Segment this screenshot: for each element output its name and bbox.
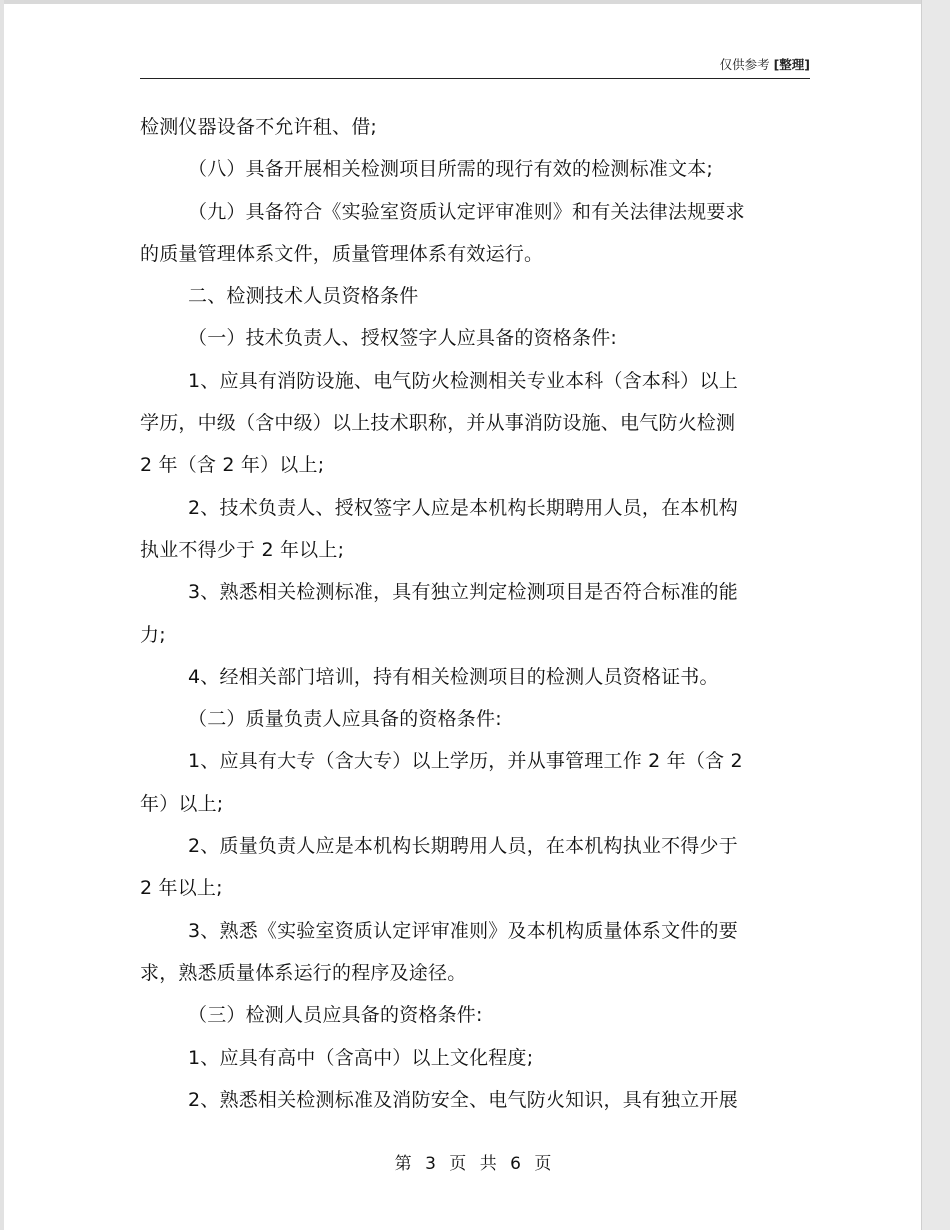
- paragraph-line: 2、质量负责人应是本机构长期聘用人员，在本机构执业不得少于: [188, 835, 738, 858]
- subsection-heading: （一）技术负责人、授权签字人应具备的资格条件:: [188, 327, 618, 350]
- paragraph-line: 1、应具有大专（含大专）以上学历，并从事管理工作 2 年（含 2: [188, 750, 743, 773]
- paragraph-line: 2、技术负责人、授权签字人应是本机构长期聘用人员，在本机构: [188, 496, 738, 519]
- page-footer: [0, 1152, 950, 1176]
- paragraph-line: 年）以上;: [140, 792, 224, 815]
- paragraph-line: 2 年（含 2 年）以上;: [140, 454, 325, 477]
- subsection-heading: （二）质量负责人应具备的资格条件:: [188, 708, 502, 731]
- section-heading: 二、检测技术人员资格条件: [188, 285, 419, 308]
- paragraph-line: 力;: [140, 623, 166, 646]
- paragraph-line: 1、应具有消防设施、电气防火检测相关专业本科（含本科）以上: [188, 369, 738, 392]
- paragraph-line: 1、应具有高中（含高中）以上文化程度;: [188, 1046, 534, 1069]
- paragraph-line: 4、经相关部门培训，持有相关检测项目的检测人员资格证书。: [188, 665, 719, 688]
- page-frame-top: [0, 0, 950, 4]
- paragraph-line: 执业不得少于 2 年以上;: [140, 538, 345, 561]
- paragraph-line: 学历，中级（含中级）以上技术职称，并从事消防设施、电气防火检测: [140, 412, 736, 435]
- page-number-label: 第 3 页 共 6 页: [394, 1154, 556, 1174]
- page-header: [140, 56, 810, 79]
- paragraph-line: 3、熟悉相关检测标准，具有独立判定检测项目是否符合标准的能: [188, 581, 738, 604]
- viewer-scroll-gutter[interactable]: [922, 0, 950, 1230]
- paragraph-line: 2 年以上;: [140, 877, 223, 900]
- document-body: [140, 106, 820, 1121]
- page-frame-left: [0, 0, 4, 1230]
- header-note-text: 仅供参考: [719, 57, 770, 72]
- subsection-heading: （三）检测人员应具备的资格条件:: [188, 1004, 483, 1027]
- paragraph-line: （八）具备开展相关检测项目所需的现行有效的检测标准文本;: [188, 158, 714, 181]
- paragraph-line: 2、熟悉相关检测标准及消防安全、电气防火知识，具有独立开展: [188, 1088, 738, 1111]
- paragraph-line: （九）具备符合《实验室资质认定评审准则》和有关法律法规要求: [188, 200, 745, 223]
- paragraph-line: 求，熟悉质量体系运行的程序及途径。: [140, 961, 467, 984]
- paragraph-line: 的质量管理体系文件，质量管理体系有效运行。: [140, 242, 544, 265]
- paragraph-line: 3、熟悉《实验室资质认定评审准则》及本机构质量体系文件的要: [188, 919, 738, 942]
- header-bracket-label: [整理]: [773, 57, 810, 72]
- header-note: [720, 56, 810, 74]
- paragraph-line: 检测仪器设备不允许租、借;: [140, 116, 378, 138]
